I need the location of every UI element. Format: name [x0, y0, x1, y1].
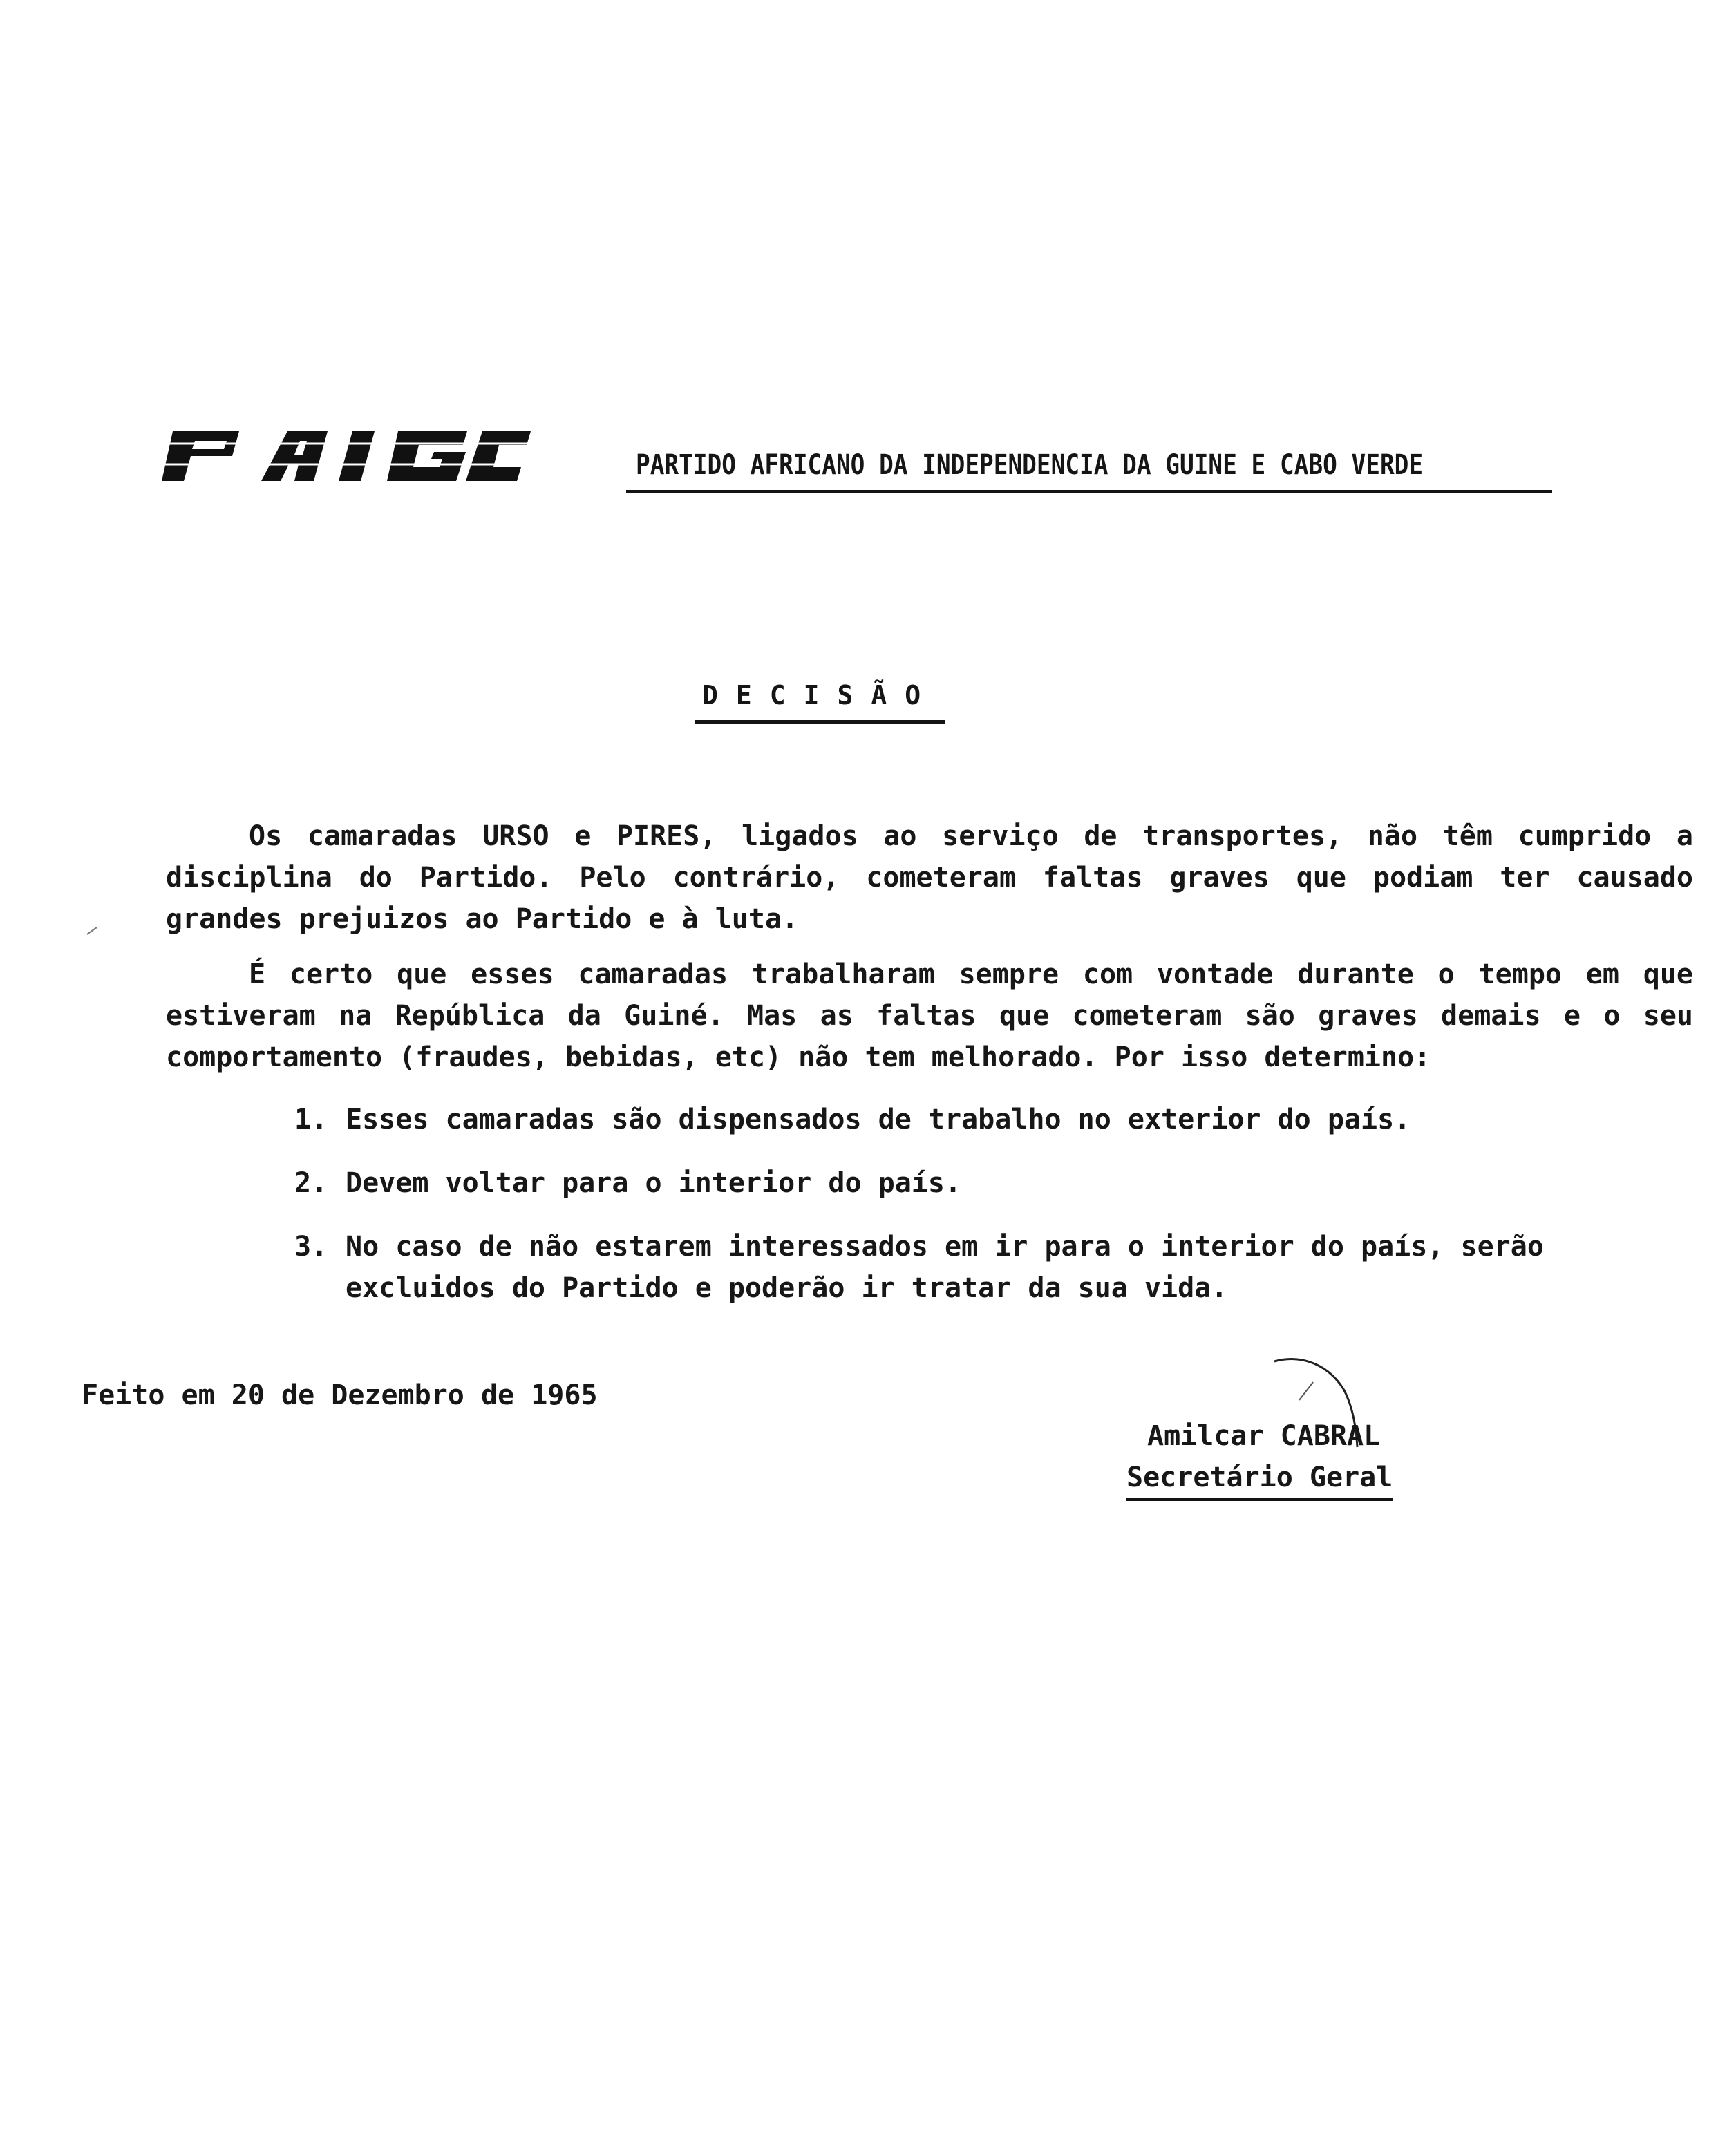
list-item-number: 2.	[294, 1167, 328, 1199]
list-item-text: Esses camaradas são dispensados de trabalho no exterior do país.	[346, 1104, 1411, 1135]
organization-underline	[626, 490, 1552, 493]
list-item	[166, 1226, 1693, 1309]
stray-ink-mark-icon	[86, 926, 100, 936]
list-item-text: No caso de não estarem interessados em ir para o interior do país, serão excluidos do Partido e poderão ir tratar da sua vida.	[346, 1231, 1544, 1304]
paragraph-1: Os camaradas URSO e PIRES, ligados ao serviço de transportes, não têm cumprido a disciplina do Partido. Pelo contrário, cometeram faltas graves que podiam ter causado grandes prejuizos ao Partido e à luta.	[166, 820, 1693, 935]
organization-name: PARTIDO AFRICANO DA INDEPENDENCIA DA GUINE E CABO VERDE	[636, 449, 1424, 481]
list-item-text: Devem voltar para o interior do país.	[346, 1167, 962, 1199]
determinations-list	[166, 1099, 1693, 1309]
signature-block	[1126, 1415, 1393, 1501]
paragraph-2: É certo que esses camaradas trabalharam sempre com vontade durante o tempo em que estiveram na República da Guiné. Mas as faltas que cometeram são graves demais e o seu comportamento (fraudes, bebidas, etc) não tem melhorado. Por isso determino:	[166, 959, 1693, 1073]
document-title: DECISÃO	[702, 680, 939, 710]
signer-name: Amilcar CABRAL	[1147, 1420, 1381, 1452]
document-body	[166, 815, 1693, 1331]
place-and-date: Feito em 20 de Dezembro de 1965	[82, 1379, 598, 1411]
signer-title: Secretário Geral	[1126, 1457, 1393, 1501]
title-underline	[695, 720, 945, 724]
list-item	[166, 1162, 1693, 1204]
list-item-number: 1.	[294, 1104, 328, 1135]
paigc-logo	[158, 426, 531, 487]
list-item	[166, 1099, 1693, 1140]
list-item-number: 3.	[294, 1231, 328, 1263]
